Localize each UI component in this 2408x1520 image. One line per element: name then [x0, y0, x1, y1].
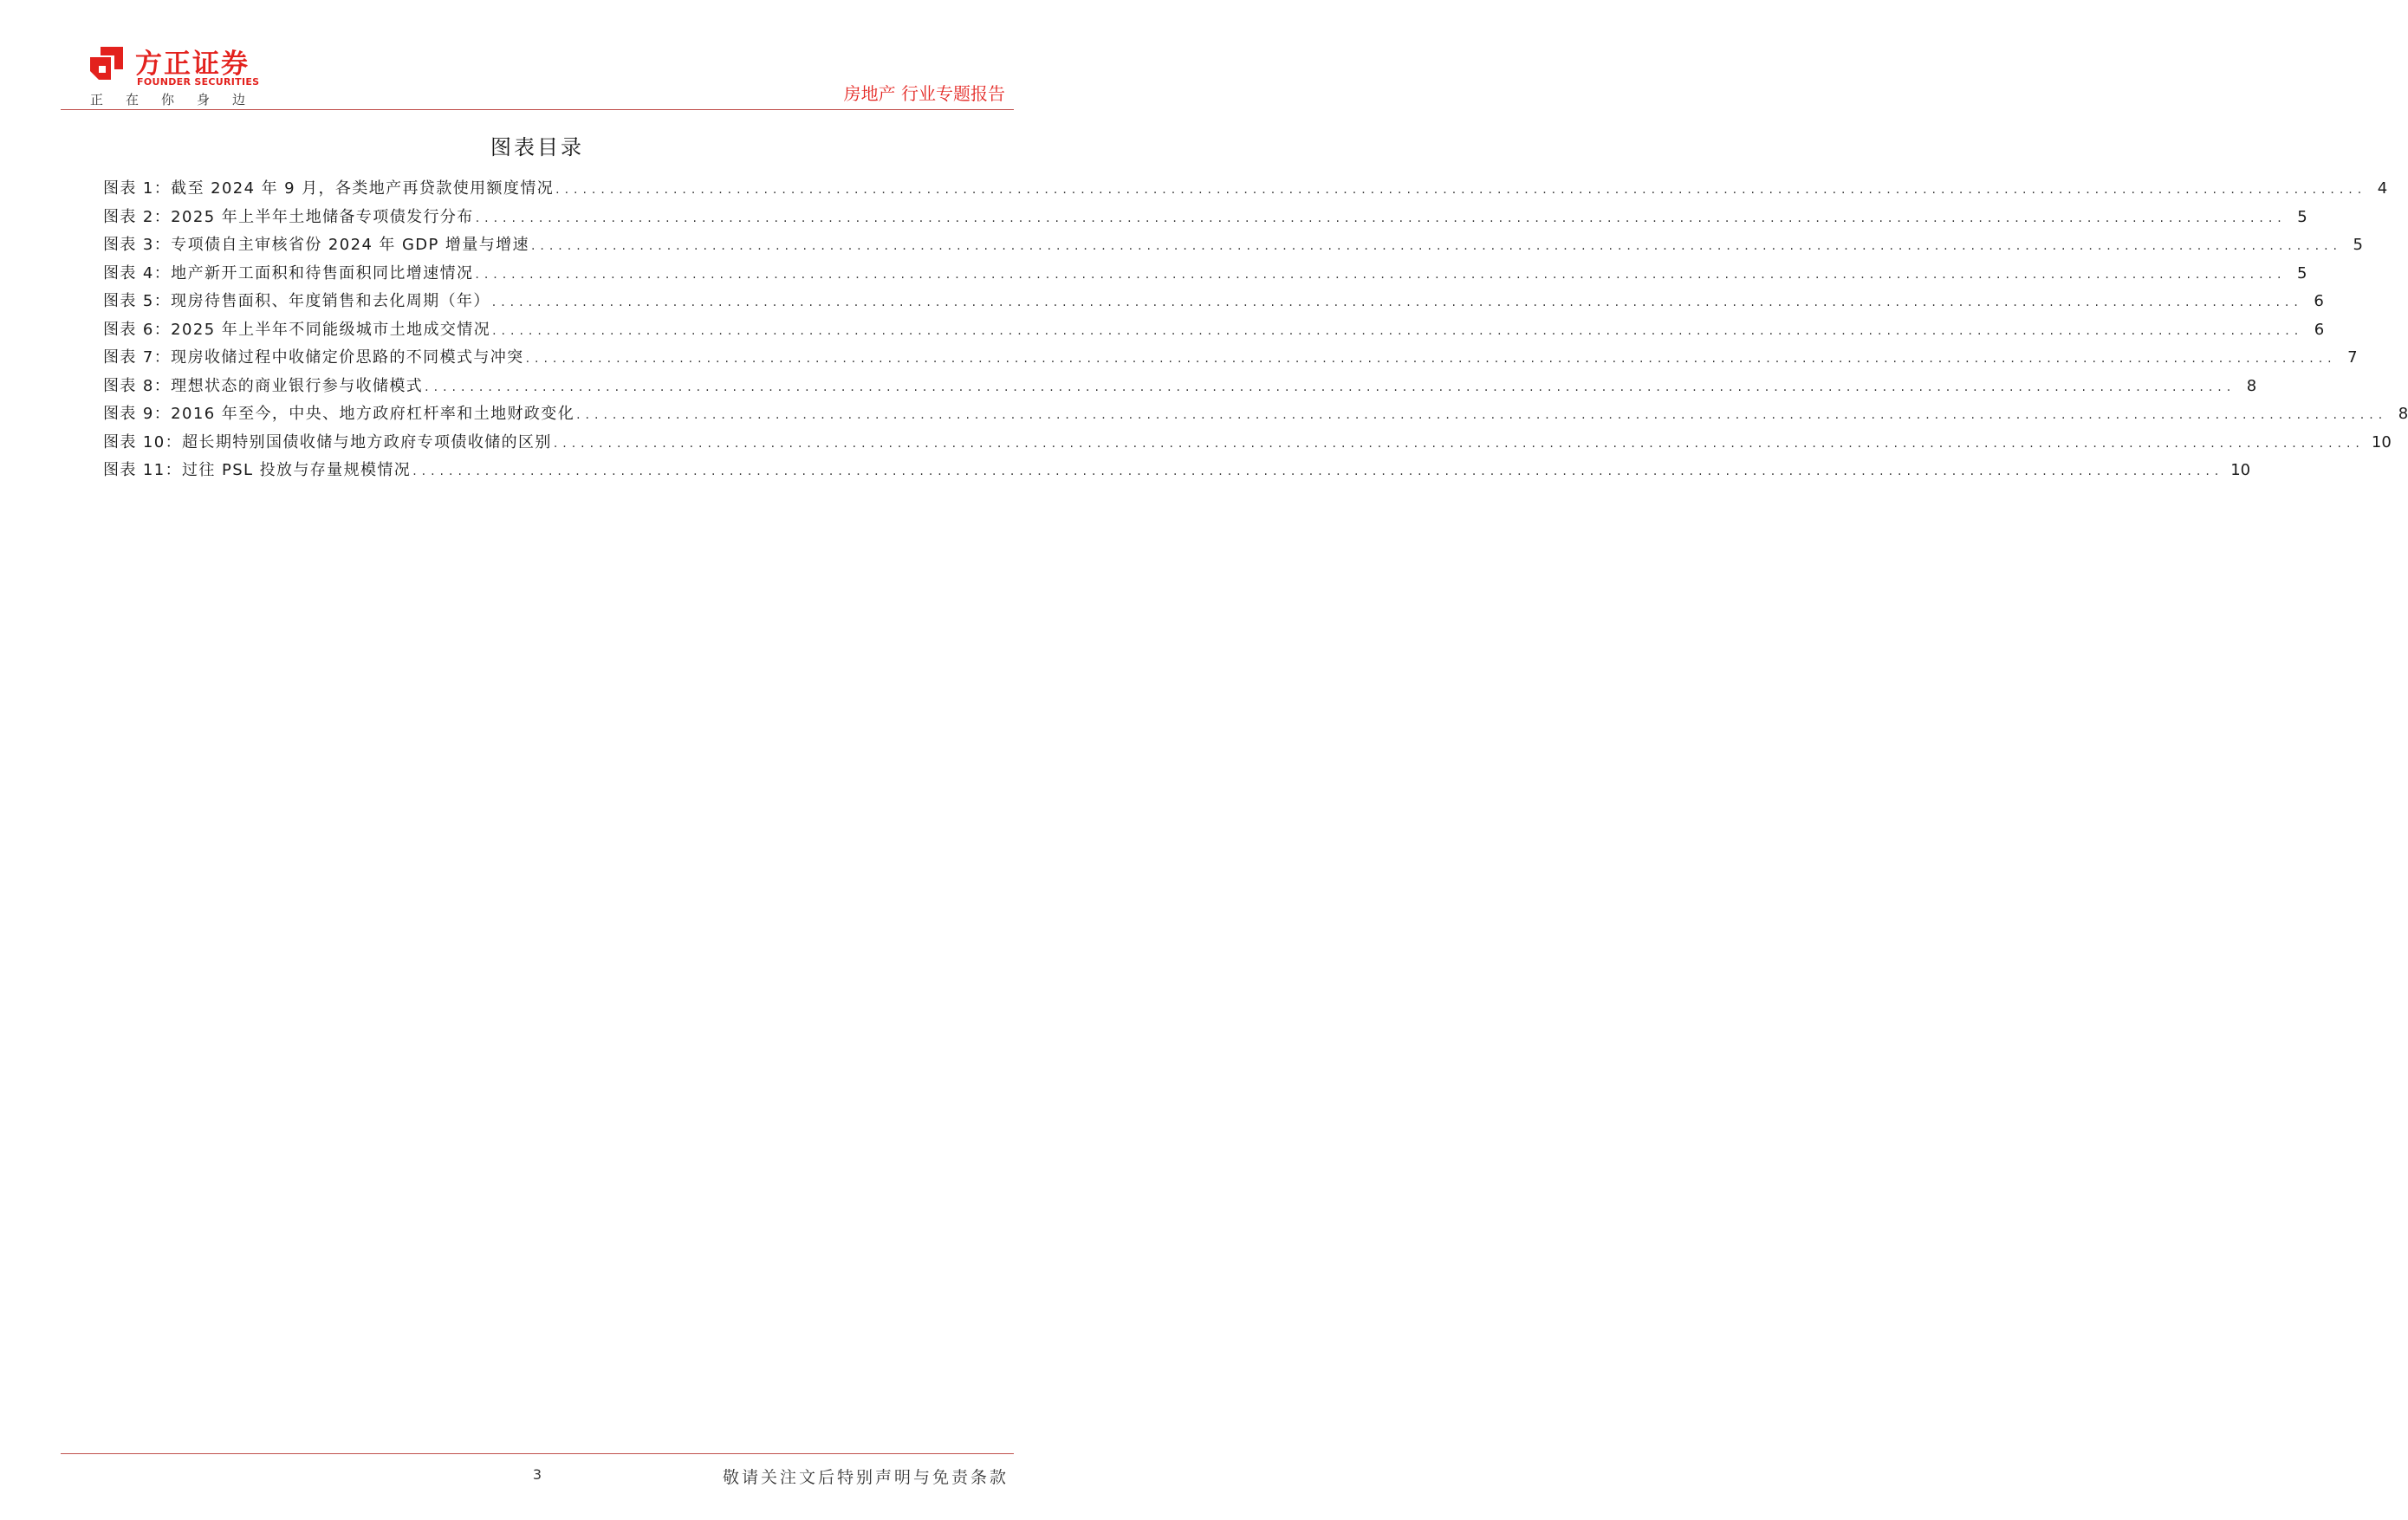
toc-entry-label: 图表 11：过往 PSL 投放与存量规模情况	[103, 461, 412, 479]
toc-entry[interactable]	[103, 205, 2307, 233]
toc-entry-label: 图表 8：理想状态的商业银行参与收储模式	[103, 376, 424, 395]
toc-leader-dots: ........................................................................................................................................................................................................	[475, 267, 2287, 282]
toc-entry-label: 图表 7：现房收储过程中收储定价思路的不同模式与冲突	[103, 348, 524, 367]
disclaimer-link[interactable]: 敬请关注文后特别声明与免责条款	[722, 1468, 1009, 1487]
toc-entry[interactable]	[103, 345, 2358, 374]
toc-leader-dots: ........................................................................................................................................................................................................	[412, 464, 2224, 478]
toc-entry[interactable]	[103, 176, 2388, 205]
toc-entry-label: 图表 3：专项债自主审核省份 2024 年 GDP 增量与增速	[103, 236, 529, 254]
toc-entry[interactable]	[103, 261, 2307, 289]
toc-leader-dots: ........................................................................................................................................................................................................	[555, 183, 2367, 197]
toc-entry-page: 5	[2296, 263, 2307, 283]
toc-entry-label: 图表 2：2025 年上半年土地储备专项债发行分布	[103, 207, 474, 226]
toc-entry-page: 5	[2297, 207, 2307, 226]
page-number: 3	[532, 1466, 542, 1483]
header-divider	[61, 109, 1014, 110]
page-header	[61, 35, 1014, 111]
toc-entry[interactable]	[103, 317, 2325, 346]
toc-entry-page: 10	[2371, 432, 2392, 451]
toc-entry-page: 8	[2246, 376, 2257, 395]
toc-entry-label: 图表 9：2016 年至今，中央、地方政府杠杆率和土地财政变化	[103, 405, 575, 423]
toc-leader-dots: ........................................................................................................................................................................................................	[576, 408, 2388, 422]
toc-entry[interactable]	[103, 289, 2324, 317]
logo-mark-icon	[88, 45, 125, 81]
toc-entry-page: 7	[2347, 348, 2358, 367]
toc-entry-label: 图表 6：2025 年上半年不同能级城市土地成交情况	[103, 320, 491, 339]
toc-entry-page: 10	[2230, 461, 2251, 479]
toc-entry-label: 图表 5：现房待售面积、年度销售和去化周期（年）	[103, 292, 490, 310]
footer-divider	[61, 1453, 1014, 1454]
report-type-label: 房地产 行业专题报告	[843, 83, 1005, 104]
toc-entry[interactable]	[103, 430, 2392, 458]
toc-leader-dots: ........................................................................................................................................................................................................	[475, 211, 2287, 225]
toc-leader-dots: ........................................................................................................................................................................................................	[530, 239, 2342, 253]
toc-title: 图表目录	[490, 135, 584, 159]
logo-english-name: FOUNDER SECURITIES	[137, 76, 260, 88]
toc-entry-page: 6	[2314, 320, 2325, 339]
company-slogan: 正在你身边	[90, 92, 269, 107]
toc-leader-dots: ........................................................................................................................................................................................................	[553, 436, 2365, 451]
toc-entry[interactable]	[103, 401, 2408, 430]
logo-chinese-name: 方正证券	[135, 49, 250, 80]
toc-entry-page: 8	[2398, 405, 2408, 423]
toc-entry-page: 6	[2314, 292, 2324, 310]
toc-entry-page: 5	[2353, 236, 2363, 254]
toc-leader-dots: ........................................................................................................................................................................................................	[491, 296, 2303, 309]
toc-entry-label: 图表 1：截至 2024 年 9 月，各类地产再贷款使用额度情况	[103, 179, 555, 198]
toc-leader-dots: ........................................................................................................................................................................................................	[492, 323, 2304, 338]
toc-leader-dots: ........................................................................................................................................................................................................	[425, 380, 2236, 394]
toc-entry-label: 图表 4：地产新开工面积和待售面积同比增速情况	[103, 263, 474, 283]
toc-entry[interactable]	[103, 374, 2257, 402]
toc-entry-page: 4	[2377, 179, 2388, 198]
toc-entry[interactable]	[103, 458, 2251, 486]
toc-leader-dots: ........................................................................................................................................................................................................	[525, 352, 2337, 366]
toc-entry[interactable]	[103, 232, 2363, 261]
toc-entry-label: 图表 10：超长期特别国债收储与地方政府专项债收储的区别	[103, 432, 552, 451]
table-of-figures	[103, 176, 2408, 486]
